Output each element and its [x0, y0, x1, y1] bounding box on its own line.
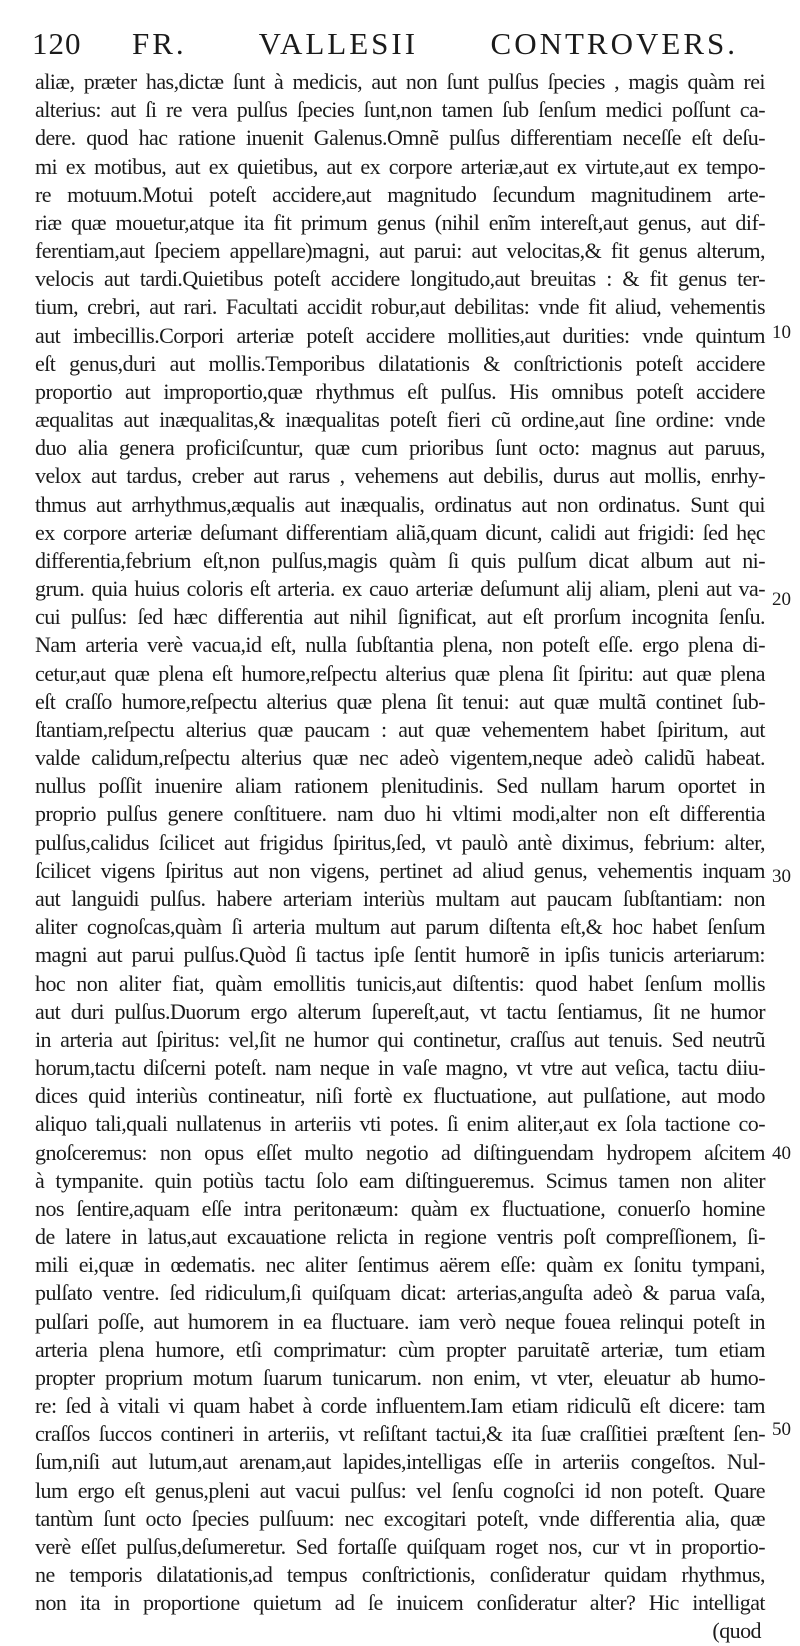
catchword: (quod	[712, 1618, 761, 1644]
margin-line-number: 30	[772, 866, 791, 887]
margin-line-number: 50	[772, 1419, 791, 1440]
text-line: nullus poſſit inuenire aliam rationem plenitudinis. Sed nullam harum oportet in	[35, 773, 765, 799]
text-line: ferentiam,aut ſpeciem appellare)magni, aut parui: aut velocitas,& fit genus alterum,	[35, 238, 765, 264]
margin-line-number: 40	[772, 1143, 791, 1164]
text-line: duo alia genera proficiſcuntur, quæ cum prioribus ſunt octo: magnus aut paruus,	[35, 435, 765, 461]
text-line: pulſari poſſe, aut humorem in ea fluctuare. iam verò neque fouea relinqui poteſt in	[35, 1308, 765, 1334]
text-line: tium, crebri, aut rari. Facultati accidit robur,aut debilitas: vnde fit aliud, vehementis	[35, 294, 765, 320]
text-line: Nam arteria verè vacua,id eſt, nulla ſubſtantia plena, non poteſt eſſe. ergo plena di-	[35, 632, 765, 658]
text-line: hoc non aliter fiat, quàm emollitis tunicis,aut diſtentis: quod habet ſenſum mollis	[35, 970, 765, 996]
text-line: alterius: aut ſi re vera pulſus ſpecies ſunt,non tamen ſub ſenſum medici poſſunt ca-	[35, 97, 765, 123]
text-line: gnoſceremus: non opus eſſet multo negotio ad diſtinguendam hydropem aſcitem	[35, 1139, 765, 1165]
text-line: pulſato ventre. ſed ridiculum,ſi quiſquam dicat: arterias,anguſta adeò & parua vaſa,	[35, 1280, 765, 1306]
text-line: mi ex motibus, aut ex quietibus, aut ex corpore arteriæ,aut ex virtute,aut ex tempo-	[35, 153, 765, 179]
text-line: aut imbecillis.Corpori arteriæ poteſt accidere mollities,aut durities: vnde quintum	[35, 322, 765, 348]
text-line: aliæ, præter has,dictæ ſunt à medicis, aut non ſunt pulſus ſpecies , magis quàm rei	[35, 69, 765, 94]
text-line: ſum,niſi aut lutum,aut arenam,aut lapides,intelligas eſſe in arteriis congeſtos. Nul-	[35, 1449, 765, 1475]
text-line: grum. quia huius coloris eſt arteria. ex cauo arteriæ deſumunt alij aliam, pleni aut va-	[35, 576, 765, 602]
page-number: 120	[32, 26, 82, 61]
text-line: proportio aut improportio,quæ rhythmus eſt pulſus. His omnibus poteſt accidere	[35, 378, 765, 404]
margin-line-number: 10	[772, 322, 791, 343]
text-line: de latere in latus,aut excauatione relicta in regione ventris poſt compreſſionem, ſi-	[35, 1224, 765, 1250]
text-line: ſtantiam,reſpectu alterius quæ paucam : aut quæ vehementem habet ſpiritum, aut	[35, 716, 765, 742]
text-line: riæ quæ mouetur,atque ita fit primum genus (nihil enĩm intereſt,aut genus, aut dif-	[35, 209, 765, 235]
text-line: tantùm ſunt octo ſpecies pulſuum: nec excogitari poteſt, vnde differentia alia, quæ	[35, 1505, 765, 1531]
text-line: ne temporis dilatationis,ad tempus conſtrictionis, conſideratur quidam rhythmus,	[35, 1562, 765, 1588]
text-line: à tympanite. quin potiùs tactu ſolo eam diſtingueremus. Scimus tamen non aliter	[35, 1167, 765, 1193]
text-line: non ita in proportione quietum ad ſe inuicem conſideratur alter? Hic intelligat	[35, 1590, 765, 1616]
text-line: thmus aut arrhythmus,æqualis aut inæqualis, ordinatus aut non ordinatus. Sunt qui	[35, 491, 765, 517]
text-line: re: ſed à vitali vi quam habet à corde influentem.Iam etiam ridiculũ eſt dicere: tam	[35, 1393, 765, 1419]
text-line: magni aut parui pulſus.Quòd ſi tactus ipſe ſentit humorẽ in ipſis tunicis arteriarum:	[35, 942, 765, 968]
text-line: differentia,febrium eſt,non pulſus,magis quàm ſi quis pulſum dicat album aut ni-	[35, 547, 765, 573]
text-line: craſſos ſuccos contineri in arteriis, vt reſiſtant tactui,& ita ſuæ craſſitiei præſtent ſen-	[35, 1421, 765, 1447]
text-line: eſt craſſo humore,reſpectu alterius quæ plena ſit tenui: aut quæ multã continet ſub-	[35, 688, 765, 714]
text-line: mili ei,quæ in œdematis. nec aliter ſentimus aërem eſſe: quàm ex ſonitu tympani,	[35, 1252, 765, 1278]
text-line: aut languidi pulſus. habere arteriam interiùs multam aut paucam ſubſtantiam: non	[35, 885, 765, 911]
text-line: proprio pulſus genere conſtituere. nam duo hi vltimi modi,alter non eſt differentia	[35, 801, 765, 827]
text-line: ex corpore arteriæ deſumant differentiam aliã,quam dicunt, calidi aut frigidi: ſed hęc	[35, 519, 765, 545]
text-line: cui pulſus: ſed hæc differentia aut nihil ſignificat, aut eſt prorſum incognita ſenſu.	[35, 604, 765, 630]
page-header	[32, 26, 738, 66]
text-line: nos ſentire,aquam eſſe intra peritonæum: quàm ex fluctuatione, conuerſo homine	[35, 1195, 765, 1221]
text-line: propter proprium motum ſuarum tunicarum. non enim, vt vter, eleuatur ab humo-	[35, 1364, 765, 1390]
text-line: verè eſſet pulſus,deſumeretur. Sed fortaſſe quiſquam roget nos, cur vt in proportio-	[35, 1533, 765, 1559]
text-line: aut duri pulſus.Duorum ergo alterum ſupereſt,aut, vt tactu ſentiamus, ſit ne humor	[35, 998, 765, 1024]
running-title: FR. VALLESII CONTROVERS.	[132, 26, 738, 61]
text-line: pulſus,calidus ſcilicet aut frigidus ſpiritus,ſed, vt paulò antè diximus, febrium: alter,	[35, 829, 765, 855]
text-line: velox aut tardus, creber aut rarus , vehemens aut debilis, durus aut mollis, enrhy-	[35, 463, 765, 489]
text-line: dices quid interiùs contineatur, niſi fortè ex fluctuatione, aut pulſatione, aut modo	[35, 1083, 765, 1109]
text-line: arteria plena humore, etſi comprimatur: cùm propter paruitatẽ arteriæ, tum etiam	[35, 1336, 765, 1362]
text-line: cetur,aut quæ plena eſt humore,reſpectu alterius quæ plena ſit ſpiritu: aut quæ plena	[35, 660, 765, 686]
text-line: in arteria aut ſpiritus: vel,ſit ne humor qui continetur, craſſus aut tenuis. Sed neutrũ	[35, 1026, 765, 1052]
text-line: horum,tactu diſcerni poteſt. nam neque in vaſe magno, vt vtre aut veſica, tactu diiu-	[35, 1055, 765, 1081]
text-line: velocis aut tardi.Quietibus poteſt accidere longitudo,aut breuitas : & fit genus ter-	[35, 266, 765, 292]
text-line: re motuum.Motui poteſt accidere,aut magnitudo ſecundum magnitudinem arte-	[35, 181, 765, 207]
text-line: eſt genus,duri aut mollis.Temporibus dilatationis & conſtrictionis poteſt accidere	[35, 350, 765, 376]
text-line: dere. quod hac ratione inuenit Galenus.Omnẽ pulſus differentiam neceſſe eſt deſu-	[35, 125, 765, 151]
text-body	[35, 68, 765, 1646]
text-line: lum ergo eſt genus,pleni aut vacui pulſus: vel ſenſu cognoſci id non poteſt. Quare	[35, 1477, 765, 1503]
margin-line-number: 20	[772, 589, 791, 610]
text-line: valde calidum,reſpectu alterius quæ nec adeò vigentem,neque adeò calidũ habeat.	[35, 745, 765, 771]
text-line: aliquo tali,quali nullatenus in arteriis vti potes. ſi enim aliter,aut ex ſola tactione co-	[35, 1111, 765, 1137]
text-line: æqualitas aut inæqualitas,& inæqualitas poteſt fieri cũ ordine,aut ſine ordine: vnde	[35, 407, 765, 433]
text-line: aliter cognoſcas,quàm ſi arteria multum aut parum diſtenta eſt,& hoc habet ſenſum	[35, 914, 765, 940]
text-line: ſcilicet vigens ſpiritus aut non vigens, pertinet ad aliud genus, vehementis inquam	[35, 857, 765, 883]
